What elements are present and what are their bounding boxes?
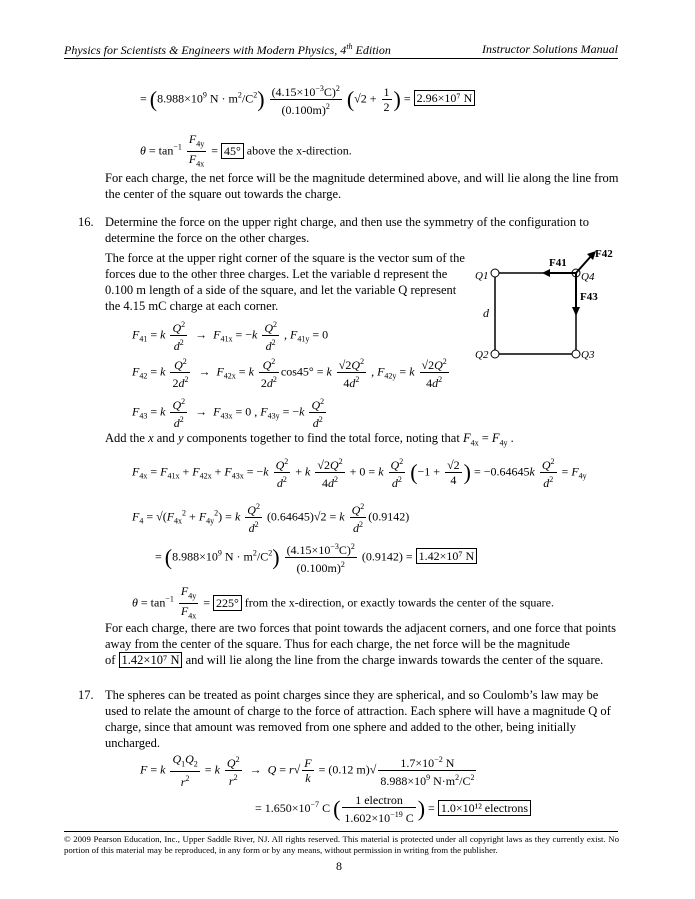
- eq-f43: $F_{43} = k$ $\frac{Q^2}{d^2}$ → $F_{43x} = 0$ , $F_{43y} = -k$ $\frac{Q^2}{d^2}$: [132, 397, 325, 430]
- label-f41: F41: [549, 257, 567, 269]
- top-result-box: 2.96×10⁷ N: [414, 90, 476, 106]
- label-q2: Q2: [475, 349, 489, 361]
- problem-16-number: 16.: [78, 215, 94, 229]
- f4-result-box: 1.42×10⁷ N: [416, 548, 478, 564]
- running-header-right: Instructor Solutions Manual: [481, 42, 618, 56]
- top-theta-box: 45°: [221, 143, 244, 159]
- problem-17-text: The spheres can be treated as point charges since they are spherical, and so Coulomb’s law may be used to relate the amount of charge to the force of attraction. Each sphere will have a magnitude Q of charge, since that amount was removed from one sphere and added to the other, being initially uncharged.: [105, 688, 611, 750]
- theta-16-box: 225°: [213, 595, 242, 611]
- charge-square-diagram: [470, 245, 620, 370]
- p16-paragraph: For each charge, there are two forces that point towards the adjacent corners, and one force that points away from the center of the square. Thus for each charge, the net force will be the magnitude: [105, 621, 617, 651]
- label-q1: Q1: [475, 270, 489, 282]
- p16-conclusion-box: 1.42×10⁷ N: [119, 652, 183, 668]
- top-equation-1: = ($8.988\times 10^9$ $N \cdot m^2/C^2$) $\frac{(4.15\times 10^{-3}C)^2}{(0.100m)^2}$ (√2 + $\frac{1}{2}$ ) = 2.96×10⁷ N: [140, 82, 475, 117]
- label-f43: F43: [580, 291, 598, 303]
- problem-17-number: 17.: [78, 688, 94, 702]
- p16-conclusion: of 1.42×10⁷ N and will lie along the line from the charge inwards towards the center of the square.: [105, 653, 604, 667]
- top-theta-tail: above the x-direction.: [246, 143, 352, 158]
- add-components-text: Add the x and y components together to find the total force, noting that $F_{4x} = F_{4y}$ .: [105, 431, 514, 448]
- footer-copyright: © 2009 Pearson Education, Inc., Upper Saddle River, NJ. All rights reserved. This material is protected under all copyright laws as they currently exist. No portion of this material may be reproduced, in any form or by any means, without permission in writing from the publisher.: [64, 834, 619, 855]
- eq-f4-numeric: = ($8.988\times 10^9$ $N \cdot m^2/C^2$) $\frac{(4.15\times 10^{-3}C)^2}{(0.100m)^2}$ (0.9142) = 1.42×10⁷ N: [155, 540, 477, 575]
- header-rule: [64, 58, 618, 59]
- label-f42: F42: [595, 248, 613, 260]
- running-header-left: Physics for Scientists & Engineers with Modern Physics, 4th Edition: [64, 42, 391, 57]
- theta-16-tail: from the x-direction, or exactly towards the center of the square.: [244, 595, 555, 610]
- top-paragraph: For each charge, the net force will be the magnitude determined above, and will lie along the line from the center of the square out towards the charge.: [105, 171, 619, 201]
- eq-17-2: = $1.650\times 10^{-7}$ C ( $\frac{\text{1 electron}}{1.602\times 10^{-19} C}$ ) = 1.0×10¹² electrons: [255, 793, 531, 825]
- eq-theta-16: $\theta = \tan^{-1}$ $\frac{F_{4y}}{F_{4x}}$ = 225° from the x-direction, or exactly towards the center of the square.: [132, 584, 555, 621]
- footer-rule: [64, 831, 618, 832]
- charge-q2: [491, 350, 499, 358]
- eq-f41: $F_{41} = k$ $\frac{Q^2}{d^2}$ → $F_{41x} = -k$ $\frac{Q^2}{d^2}$ , $F_{41y} = 0$: [132, 320, 329, 353]
- electrons-result-box: 1.0×10¹² electrons: [438, 800, 531, 816]
- page-number: 8: [336, 859, 342, 873]
- charge-q3: [572, 350, 580, 358]
- top-theta-equation: $\theta = \tan^{-1}$ $\frac{F_{4y}}{F_{4x}}$ = 45° above the x-direction.: [140, 132, 352, 169]
- eq-f4: $F_4 = √(F_{4x}^2 + F_{4y}^2) = k$ $\frac{Q^2}{d^2}$ (0.64645)√2 = k $\frac{Q^2}{d^2}$ (0.9142): [132, 502, 410, 535]
- label-q4: Q4: [581, 271, 595, 283]
- eq-17-1: F = k $\frac{Q_1Q_2}{r^2}$ = k $\frac{Q^2}{r^2}$ → Q = r√ $\frac{F}{k}$ = (0.12 m)√ $\frac{1.7\times 10^{-2} N}{8.988\times 10^9 N\cdot m^2/C^2}$: [140, 752, 475, 790]
- charge-q1: [491, 269, 499, 277]
- problem-16-intro: Determine the force on the upper right charge, and then use the symmetry of the configuration to determine the force on the other charges.: [105, 215, 589, 245]
- label-d: d: [483, 306, 489, 320]
- problem-16-text: The force at the upper right corner of the square is the vector sum of the forces due to the other three charges. Let the variable d represent the 0.100 m length of a side of the square, and let the variable Q represent the 4.15 mC charge at each corner.: [105, 251, 465, 313]
- square-outline: [495, 273, 576, 354]
- eq-f4x: $F_{4x} = F_{41x} + F_{42x} + F_{43x} = -k$ $\frac{Q^2}{d^2}$ + k $\frac{√2Q^2}{4d^2}$ + 0 = k $\frac{Q^2}{d^2}$ (−1 + $\frac{√2}{4}$ ) = −0.64645k $\frac{Q^2}{d^2}$ = $F_{4y}$: [132, 457, 587, 490]
- label-q3: Q3: [581, 349, 595, 361]
- eq-f42: $F_{42} = k$ $\frac{Q^2}{2d^2}$ → $F_{42x} = k$ $\frac{Q^2}{2d^2}$ cos45° = k $\frac{√2Q^2}{4d^2}$ , $F_{42y} = k$ $\frac{√2Q^2}{4d^2}$: [132, 357, 447, 390]
